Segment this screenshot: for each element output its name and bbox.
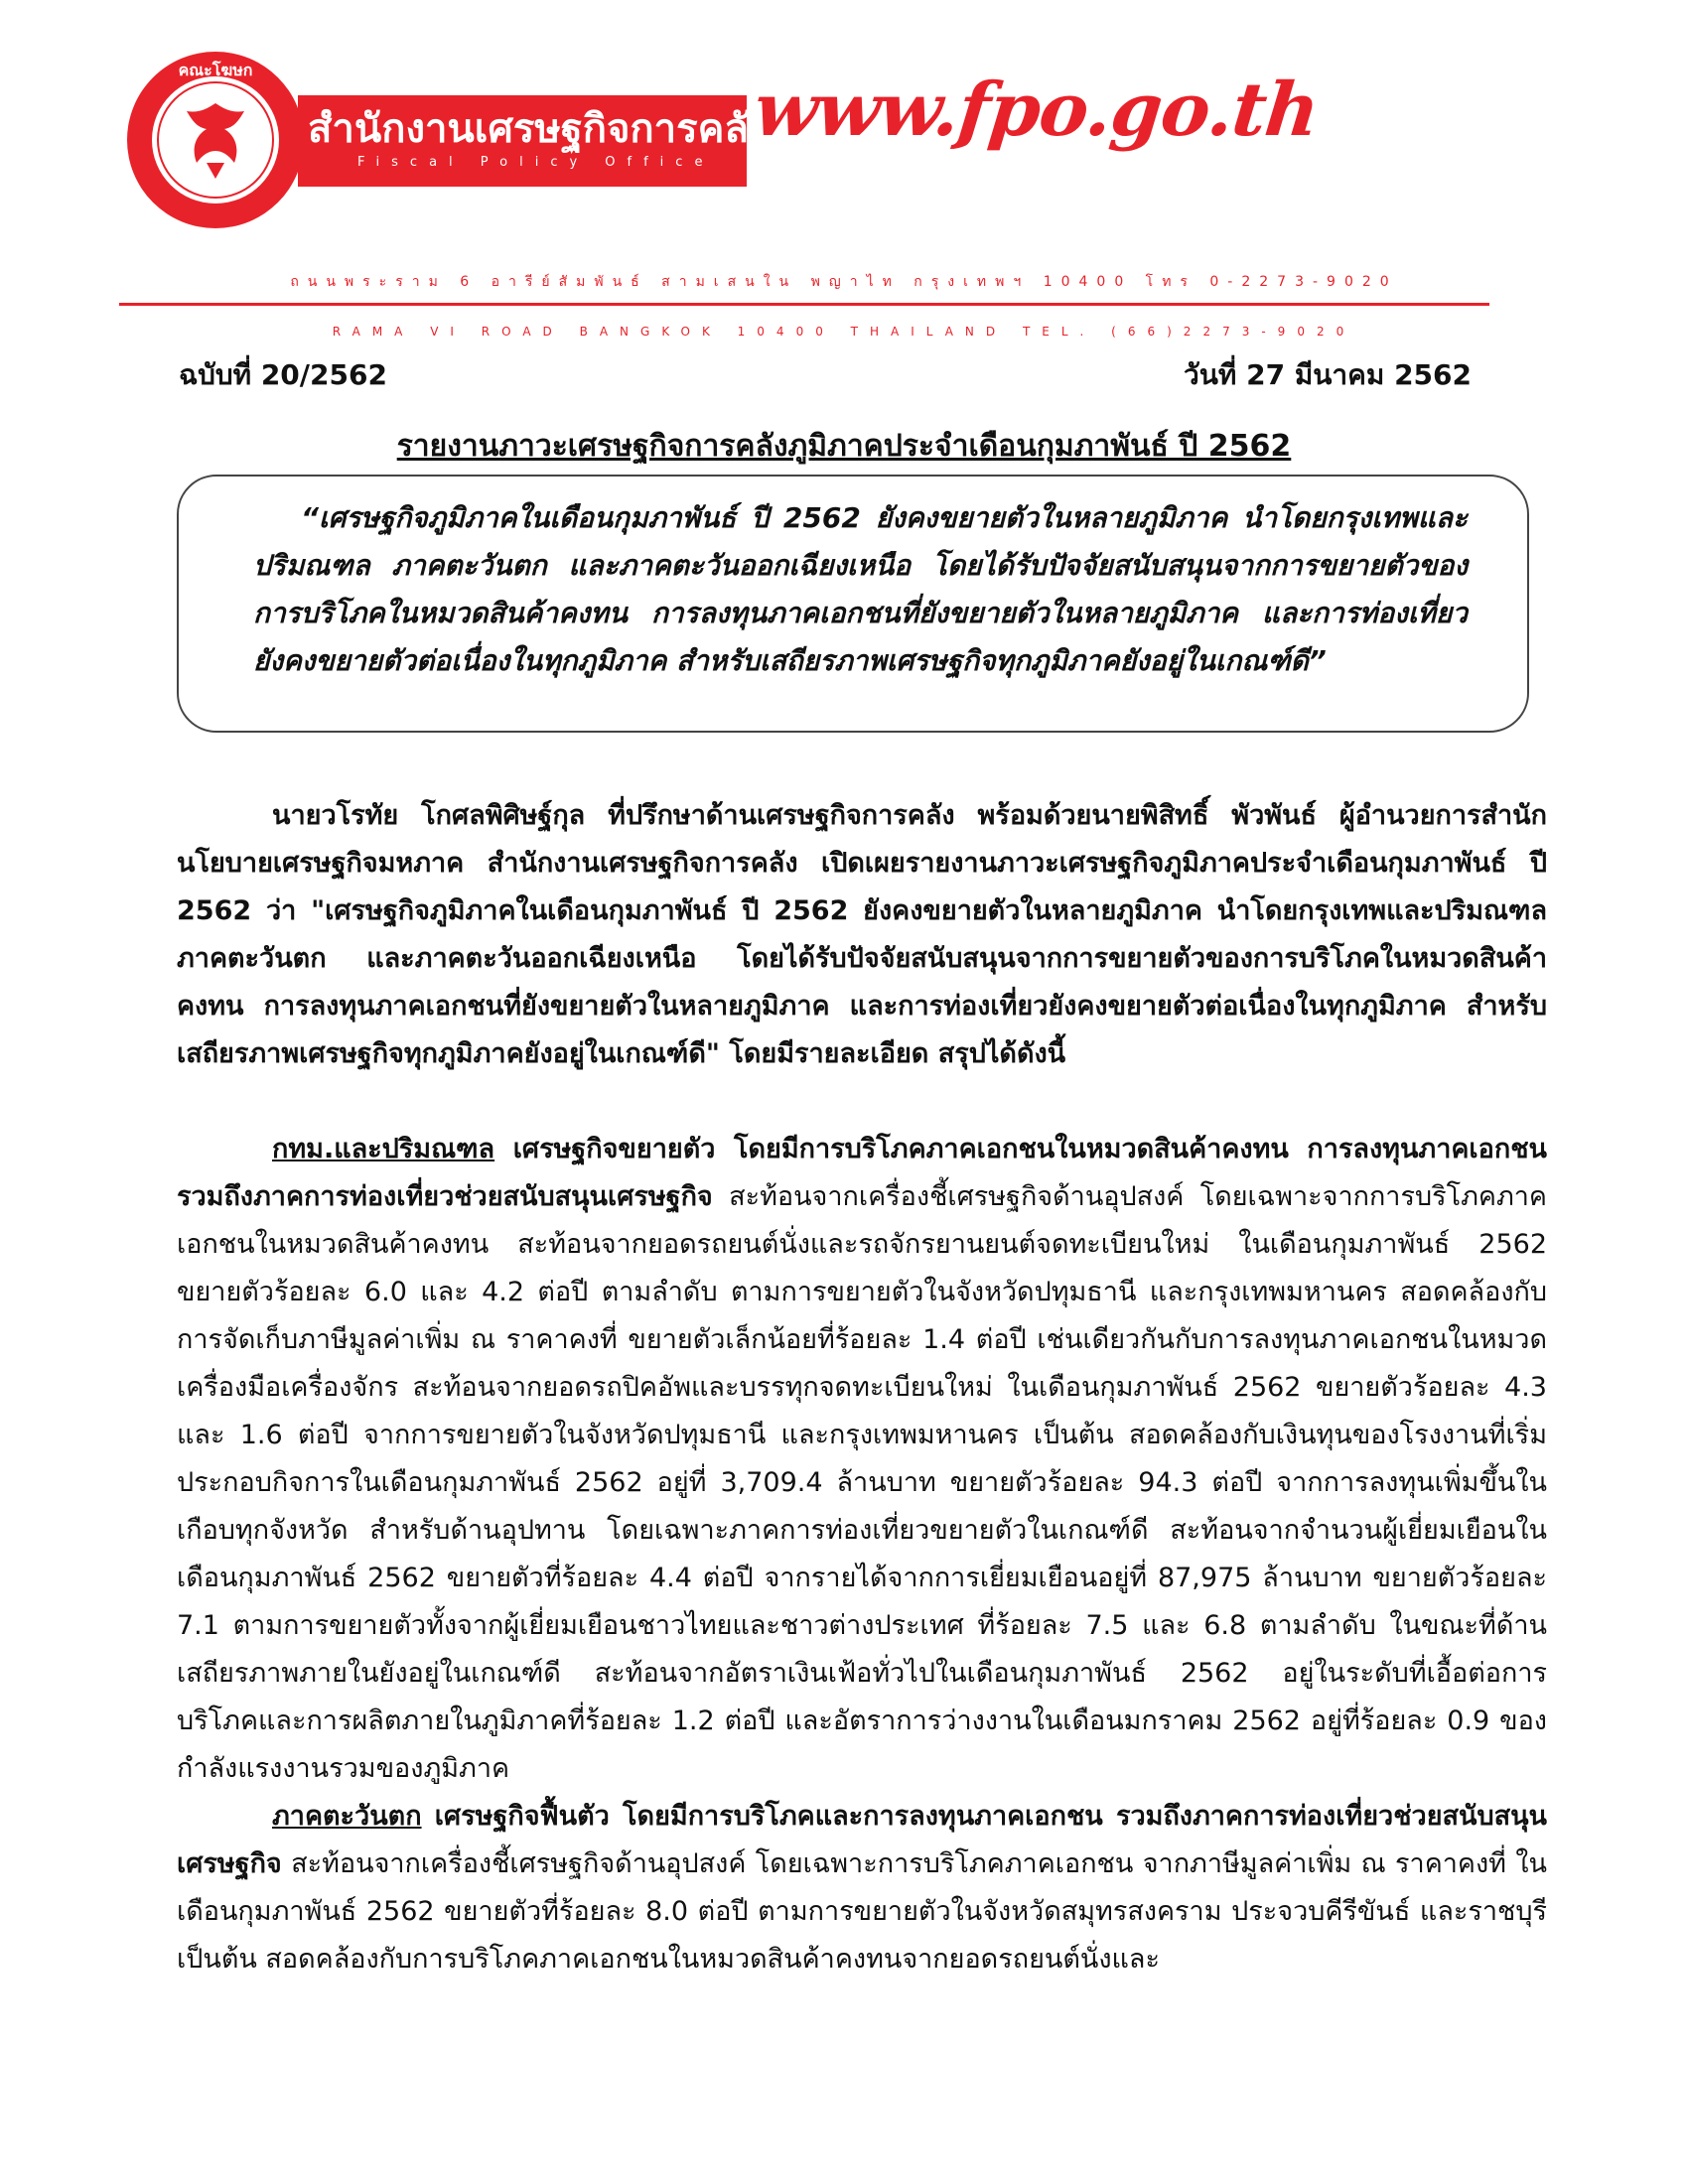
section-heading: กทม.และปริมณฑล: [272, 1134, 495, 1164]
address-en: RAMA VI ROAD BANGKOK 10400 THAILAND TEL. (66)2273-9020: [332, 325, 1356, 339]
org-name-en: Fiscal Policy Office: [357, 155, 715, 170]
garuda-seal-graphic: [127, 52, 304, 228]
org-banner: [298, 95, 769, 187]
section-summary: เศรษฐกิจฟื้นตัว โดยมีการบริโภคและการลงทุนภาคเอกชน รวมถึงภาคการท่องเที่ยวช่วยสนับสนุนเศรษฐกิจ: [177, 1801, 1547, 1879]
issue-date: วันที่ 27 มีนาคม 2562: [1184, 358, 1472, 391]
org-name-th: สำนักงานเศรษฐกิจการคลัง: [308, 106, 769, 152]
issue-number: ฉบับที่ 20/2562: [179, 358, 387, 391]
report-title: รายงานภาวะเศรษฐกิจการคลังภูมิภาคประจำเดือนกุมภาพันธ์ ปี 2562: [396, 429, 1292, 464]
lead-paragraph: นายวโรทัย โกศลพิศิษฐ์กุล ที่ปรึกษาด้านเศรษฐกิจการคลัง พร้อมด้วยนายพิสิทธิ์ พัวพันธ์ ผู้อำนวยการสำนักนโยบายเศรษฐกิจมหภาค สำนักงานเศรษฐกิจการคลัง เปิดเผยรายงานภาวะเศรษฐกิจภูมิภาคประจำเดือนกุมภาพันธ์ ปี 2562 ว่า "เศรษฐกิจภูมิภาคในเดือนกุมภาพันธ์ ปี 2562 ยังคงขยายตัวในหลายภูมิภาค นำโดยกรุงเทพและปริมณฑล ภาคตะวันตก และภาคตะวันออกเฉียงเหนือ โดยได้รับปัจจัยสนับสนุนจากการขยายตัวของการบริโภคในหมวดสินค้าคงทน การลงทุนภาคเอกชนที่ยังขยายตัวในหลายภูมิภาค และการท่องเที่ยวยังคงขยายตัวต่อเนื่องในทุกภูมิภาค สำหรับเสถียรภาพเศรษฐกิจทุกภูมิภาคยังอยู่ในเกณฑ์ดี" โดยมีรายละเอียด สรุปได้ดังนี้: [177, 800, 1547, 1069]
address-th: ถนนพระราม 6 อารีย์สัมพันธ์ สามเสนใน พญาไท กรุงเทพฯ 10400 โทร 0-2273-9020: [290, 274, 1398, 290]
website-link[interactable]: www.fpo.go.th: [750, 68, 1323, 153]
section-summary: เศรษฐกิจขยายตัว โดยมีการบริโภคภาคเอกชนในหมวดสินค้าคงทน การลงทุนภาคเอกชน รวมถึงภาคการท่องเที่ยวช่วยสนับสนุนเศรษฐกิจ: [177, 1134, 1547, 1212]
section-bangkok: [177, 1126, 1547, 1793]
section-heading: ภาคตะวันตก: [272, 1801, 422, 1832]
summary-quote-box: [177, 475, 1529, 733]
garuda-seal-logo: [127, 52, 304, 228]
section-detail: สะท้อนจากเครื่องชี้เศรษฐกิจด้านอุปสงค์ โดยเฉพาะจากการบริโภคภาคเอกชนในหมวดสินค้าคงทน สะท้อนจากยอดรถยนต์นั่งและรถจักรยานยนต์จดทะเบียนใหม่ ในเดือนกุมภาพันธ์ 2562 ขยายตัวร้อยละ 6.0 และ 4.2 ต่อปี ตามลำดับ ตามการขยายตัวในจังหวัดปทุมธานี และกรุงเทพมหานคร สอดคล้องกับการจัดเก็บภาษีมูลค่าเพิ่ม ณ ราคาคงที่ ขยายตัวเล็กน้อยที่ร้อยละ 1.4 ต่อปี เช่นเดียวกันกับการลงทุนภาคเอกชนในหมวดเครื่องมือเครื่องจักร สะท้อนจากยอดรถปิคอัพและบรรทุกจดทะเบียนใหม่ ในเดือนกุมภาพันธ์ 2562 ขยายตัวร้อยละ 4.3 และ 1.6 ต่อปี จากการขยายตัวในจังหวัดปทุมธานี และกรุงเทพมหานคร เป็นต้น สอดคล้องกับเงินทุนของโรงงานที่เริ่มประกอบกิจการในเดือนกุมภาพันธ์ 2562 อยู่ที่ 3,709.4 ล้านบาท ขยายตัวร้อยละ 94.3 ต่อปี จากการลงทุนเพิ่มขึ้นในเกือบทุกจังหวัด สำหรับด้านอุปทาน โดยเฉพาะภาคการท่องเที่ยวขยายตัวในเกณฑ์ดี สะท้อนจากจำนวนผู้เยี่ยมเยือนในเดือนกุมภาพันธ์ 2562 ขยายตัวที่ร้อยละ 4.4 ต่อปี จากรายได้จากการเยี่ยมเยือนอยู่ที่ 87,975 ล้านบาท ขยายตัวร้อยละ 7.1 ตามการขยายตัวทั้งจากผู้เยี่ยมเยือนชาวไทยและชาวต่างประเทศ ที่ร้อยละ 7.5 และ 6.8 ตามลำดับ ในขณะที่ด้านเสถียรภาพภายในยังอยู่ในเกณฑ์ดี สะท้อนจากอัตราเงินเฟ้อทั่วไปในเดือนกุมภาพันธ์ 2562 อยู่ในระดับที่เอื้อต่อการบริโภคและการผลิตภายในภูมิภาคที่ร้อยละ 1.2 ต่อปี และอัตราการว่างงานในเดือนมกราคม 2562 อยู่ที่ร้อยละ 0.9 ของกำลังแรงงานรวมของภูมิภาค: [177, 1181, 1547, 1784]
report-body: [177, 792, 1547, 1983]
seal-text: คณะโฆษก: [178, 61, 253, 79]
header-divider: [119, 303, 1489, 306]
section-detail: สะท้อนจากเครื่องชี้เศรษฐกิจด้านอุปสงค์ โดยเฉพาะการบริโภคภาคเอกชน จากภาษีมูลค่าเพิ่ม ณ ราคาคงที่ ในเดือนกุมภาพันธ์ 2562 ขยายตัวที่ร้อยละ 8.0 ต่อปี ตามการขยายตัวในจังหวัดสมุทรสงคราม ประจวบคีรีขันธ์ และราชบุรี เป็นต้น สอดคล้องกับการบริโภคภาคเอกชนในหมวดสินค้าคงทนจากยอดรถยนต์นั่งและ: [177, 1848, 1547, 1975]
summary-quote: “เศรษฐกิจภูมิภาคในเดือนกุมภาพันธ์ ปี 2562 ยังคงขยายตัวในหลายภูมิภาค นำโดยกรุงเทพและปริมณฑล ภาคตะวันตก และภาคตะวันออกเฉียงเหนือ โดยได้รับปัจจัยสนับสนุนจากการขยายตัวของการบริโภคในหมวดสินค้าคงทน การลงทุนภาคเอกชนที่ยังขยายตัวในหลายภูมิภาค และการท่องเที่ยวยังคงขยายตัวต่อเนื่องในทุกภูมิภาค สำหรับเสถียรภาพเศรษฐกิจทุกภูมิภาคยังอยู่ในเกณฑ์ดี”: [253, 501, 1468, 677]
section-west: [177, 1793, 1547, 1983]
